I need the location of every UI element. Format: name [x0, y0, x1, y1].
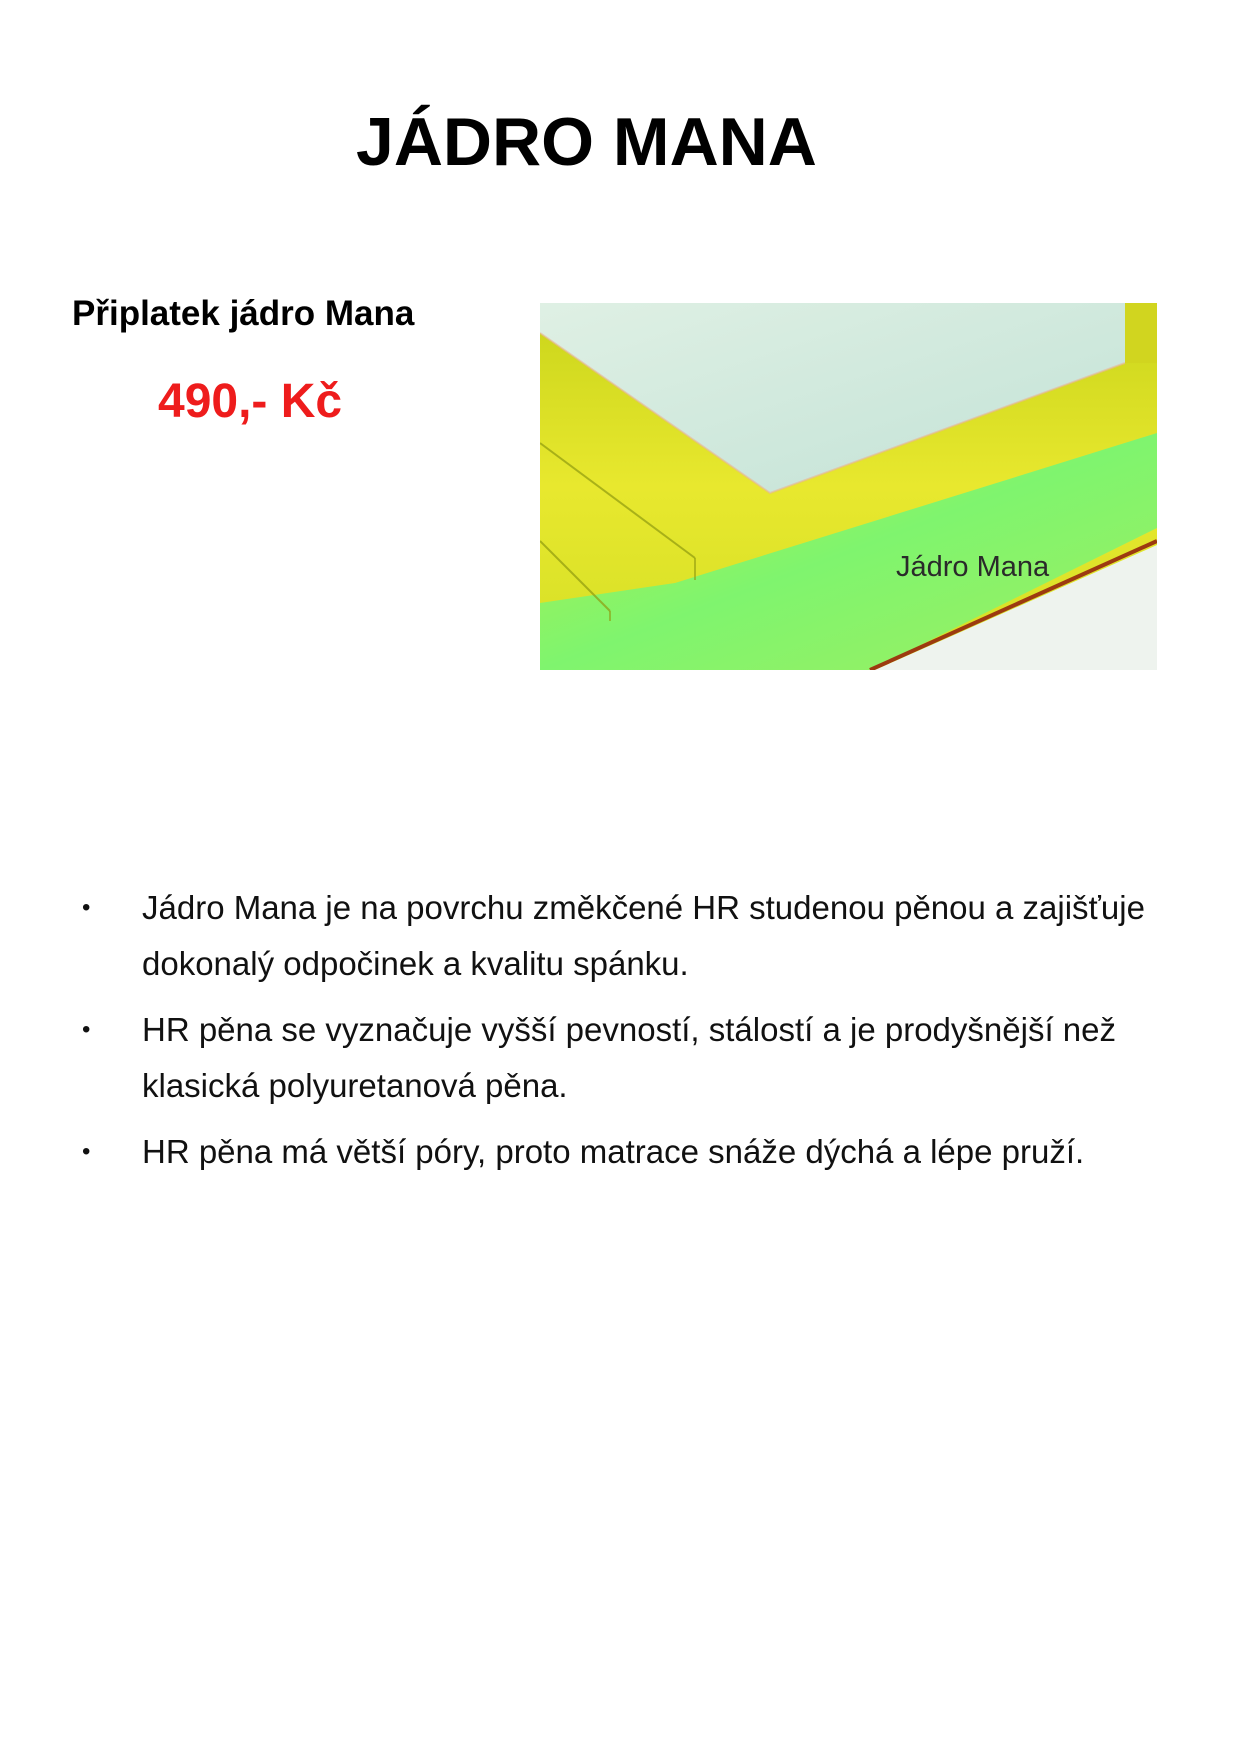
bullet-icon: •	[82, 1016, 91, 1043]
feature-list	[70, 880, 1170, 1190]
bullet-icon: •	[82, 894, 91, 921]
list-item	[70, 1002, 1170, 1114]
feature-text: Jádro Mana je na povrchu změkčené HR studenou pěnou a zajišťuje dokonalý odpočinek a kvalitu spánku.	[142, 889, 1145, 982]
mattress-core-image	[540, 303, 1157, 670]
price: 490,- Kč	[158, 375, 343, 428]
list-item	[70, 880, 1170, 992]
list-item	[70, 1124, 1170, 1180]
surcharge-label: Připlatek jádro Mana	[72, 294, 415, 333]
feature-text: HR pěna se vyznačuje vyšší pevností, stálostí a je prodyšnější než klasická polyuretanová pěna.	[142, 1011, 1116, 1104]
bullet-icon: •	[82, 1138, 91, 1165]
feature-text: HR pěna má větší póry, proto matrace snáže dýchá a lépe pruží.	[142, 1133, 1085, 1170]
image-caption: Jádro Mana	[896, 551, 1050, 583]
page-title: JÁDRO MANA	[356, 104, 817, 180]
